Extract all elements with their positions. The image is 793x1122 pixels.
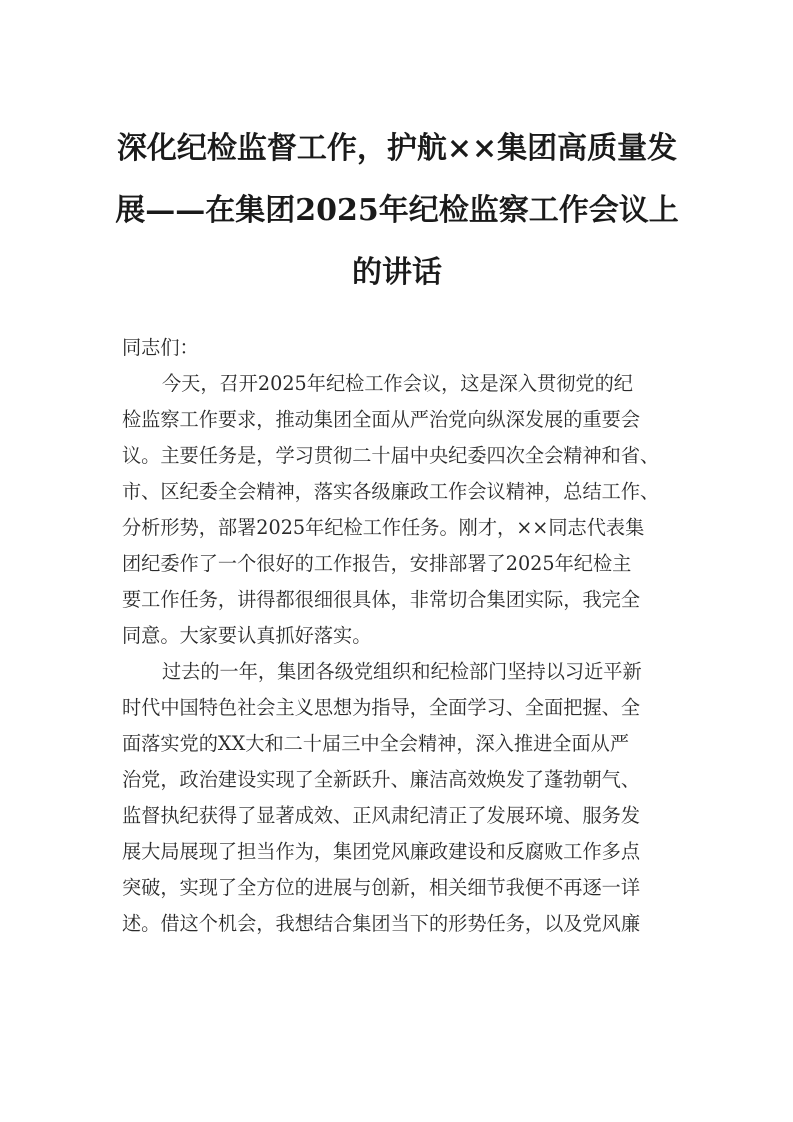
paragraph-line: 要工作任务，讲得都很细很具体，非常切合集团实际，我完全 xyxy=(122,588,641,611)
paragraph-1 xyxy=(122,366,678,654)
paragraph-line: 市、区纪委全会精神，落实各级廉政工作会议精神，总结工作、 xyxy=(122,480,660,503)
paragraph-line: 分析形势，部署2025年纪检工作任务。刚才，××同志代表集 xyxy=(122,516,645,539)
salutation: 同志们： xyxy=(122,336,199,359)
paragraph-line: 今天，召开2025年纪检工作会议，这是深入贯彻党的纪 xyxy=(162,372,633,395)
paragraph-2 xyxy=(122,654,678,942)
paragraph-line: 团纪委作了一个很好的工作报告，安排部署了2025年纪检主 xyxy=(122,552,632,575)
paragraph-line: 面落实党的XX大和二十届三中全会精神，深入推进全面从严 xyxy=(122,732,630,755)
paragraph-line: 同意。大家要认真抓好落实。 xyxy=(122,624,372,647)
paragraph-line: 展大局展现了担当作为，集团党风廉政建设和反腐败工作多点 xyxy=(122,840,641,863)
document-title xyxy=(112,118,682,304)
title-line: 的讲话 xyxy=(352,255,442,290)
paragraph-line: 监督执纪获得了显著成效、正风肃纪清正了发展环境、服务发 xyxy=(122,804,641,827)
paragraph-line: 治党，政治建设实现了全新跃升、廉洁高效焕发了蓬勃朝气、 xyxy=(122,768,641,791)
title-line: 展——在集团2025年纪检监察工作会议上 xyxy=(115,193,679,228)
paragraph-line: 突破，实现了全方位的进展与创新，相关细节我便不再逐一详 xyxy=(122,876,641,899)
paragraph-line: 述。借这个机会，我想结合集团当下的形势任务，以及党风廉 xyxy=(122,912,641,935)
paragraph-line: 议。主要任务是，学习贯彻二十届中央纪委四次全会精神和省、 xyxy=(122,444,660,467)
paragraph-line: 检监察工作要求，推动集团全面从严治党向纵深发展的重要会 xyxy=(122,408,641,431)
paragraph-line: 时代中国特色社会主义思想为指导，全面学习、全面把握、全 xyxy=(122,696,641,719)
paragraph-line: 过去的一年，集团各级党组织和纪检部门坚持以习近平新 xyxy=(162,660,642,683)
document-body xyxy=(122,330,678,942)
title-line: 深化纪检监督工作，护航××集团高质量发 xyxy=(116,131,678,166)
